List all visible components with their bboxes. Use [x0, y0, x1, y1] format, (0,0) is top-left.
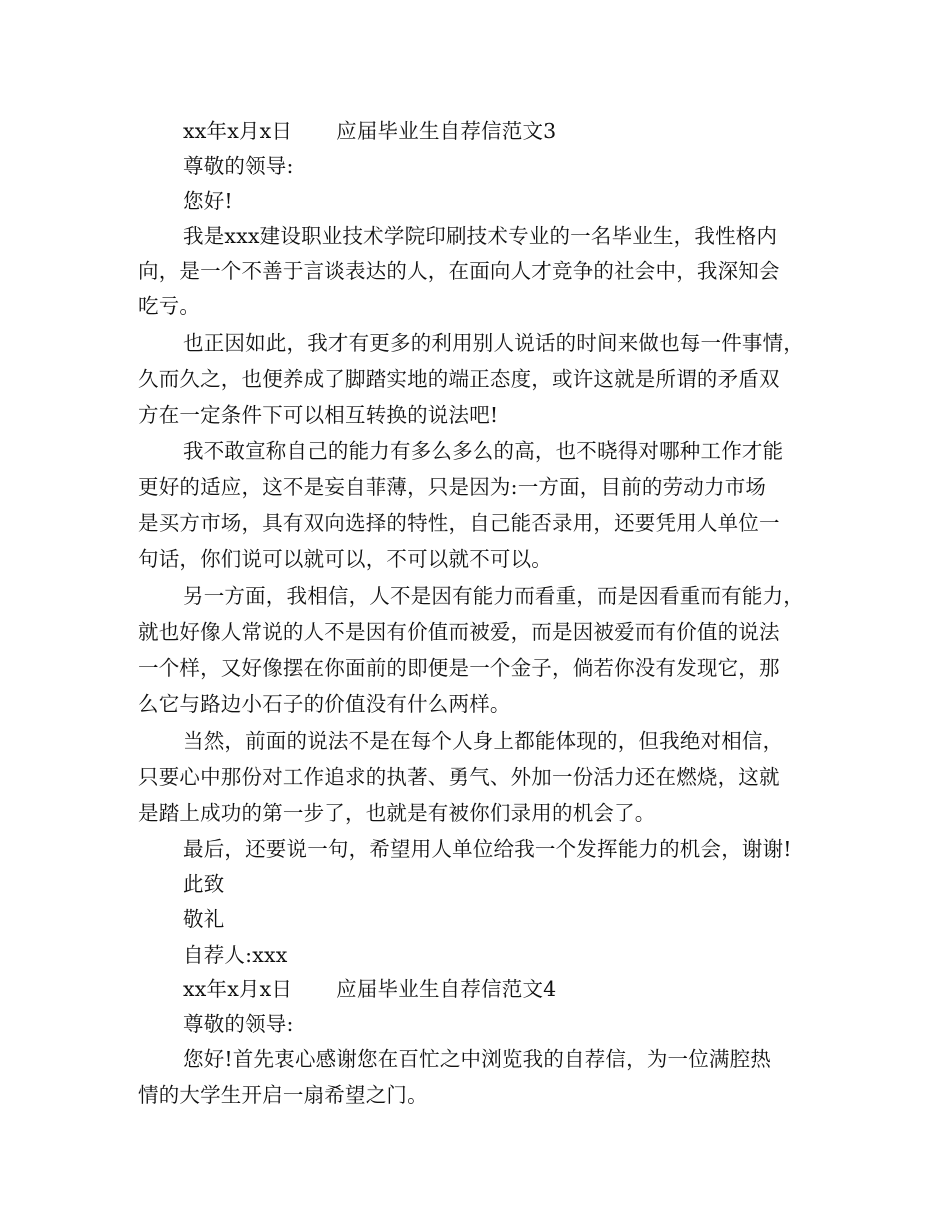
- paragraph-line: 是买方市场，具有双向选择的特性，自己能否录用，还要凭用人单位一: [138, 511, 780, 535]
- paragraph-line: 句话，你们说可以就可以，不可以就不可以。: [138, 547, 552, 571]
- letter-heading: 应届毕业生自荐信范文4: [336, 977, 557, 1001]
- paragraph-line: 情的大学生开启一扇希望之门。: [138, 1083, 428, 1107]
- paragraph-line: 另一方面，我相信，人不是因有能力而看重，而是因看重而有能力，: [183, 584, 804, 608]
- paragraph-line: 方在一定条件下可以相互转换的说法吧!: [138, 403, 499, 427]
- paragraph-line: 久而久之，也便养成了脚踏实地的端正态度，或许这就是所谓的矛盾双: [138, 367, 780, 391]
- date-title-line: [183, 971, 863, 1007]
- letter-date: xx年x月x日: [183, 119, 293, 143]
- paragraph-line: 是踏上成功的第一步了，也就是有被你们录用的机会了。: [138, 801, 656, 825]
- closing-phrase: 此致: [183, 872, 225, 896]
- paragraph-line: 更好的适应，这不是妄自菲薄，只是因为:一方面，目前的劳动力市场: [138, 475, 767, 499]
- paragraph-line: 我是xxx建设职业技术学院印刷技术专业的一名毕业生，我性格内: [183, 224, 778, 248]
- letter-date: xx年x月x日: [183, 977, 293, 1001]
- paragraph-line: 就也好像人常说的人不是因有价值而被爱，而是因被爱而有价值的说法: [138, 620, 780, 644]
- paragraph-line: 当然，前面的说法不是在每个人身上都能体现的，但我绝对相信，: [183, 729, 784, 753]
- paragraph-line: 么它与路边小石子的价值没有什么两样。: [138, 692, 511, 716]
- letter-heading: 应届毕业生自荐信范文3: [336, 119, 557, 143]
- paragraph-line: 您好!首先衷心感谢您在百忙之中浏览我的自荐信，为一位满腔热: [183, 1047, 772, 1071]
- salutation: 尊敬的领导:: [183, 1012, 294, 1036]
- paragraph-line: 吃亏。: [138, 294, 201, 318]
- paragraph-line: 也正因如此，我才有更多的利用别人说话的时间来做也每一件事情，: [183, 331, 804, 355]
- paragraph-line: 只要心中那份对工作追求的执著、勇气、外加一份活力还在燃烧，这就: [138, 765, 780, 789]
- paragraph-line: 我不敢宣称自己的能力有多么多么的高，也不晓得对哪种工作才能: [183, 439, 784, 463]
- paragraph-line: 一个样，又好像摆在你面前的即便是一个金子，倘若你没有发现它，那: [138, 656, 780, 680]
- greeting: 您好!: [183, 189, 233, 213]
- salutation: 尊敬的领导:: [183, 154, 294, 178]
- paragraph-line: 最后，还要说一句，希望用人单位给我一个发挥能力的机会，谢谢!: [183, 837, 792, 861]
- paragraph-line: 向，是一个不善于言谈表达的人，在面向人才竞争的社会中，我深知会: [138, 259, 780, 283]
- date-title-line: [183, 113, 863, 149]
- signature: 自荐人:xxx: [183, 943, 288, 967]
- closing-salute: 敬礼: [183, 907, 225, 931]
